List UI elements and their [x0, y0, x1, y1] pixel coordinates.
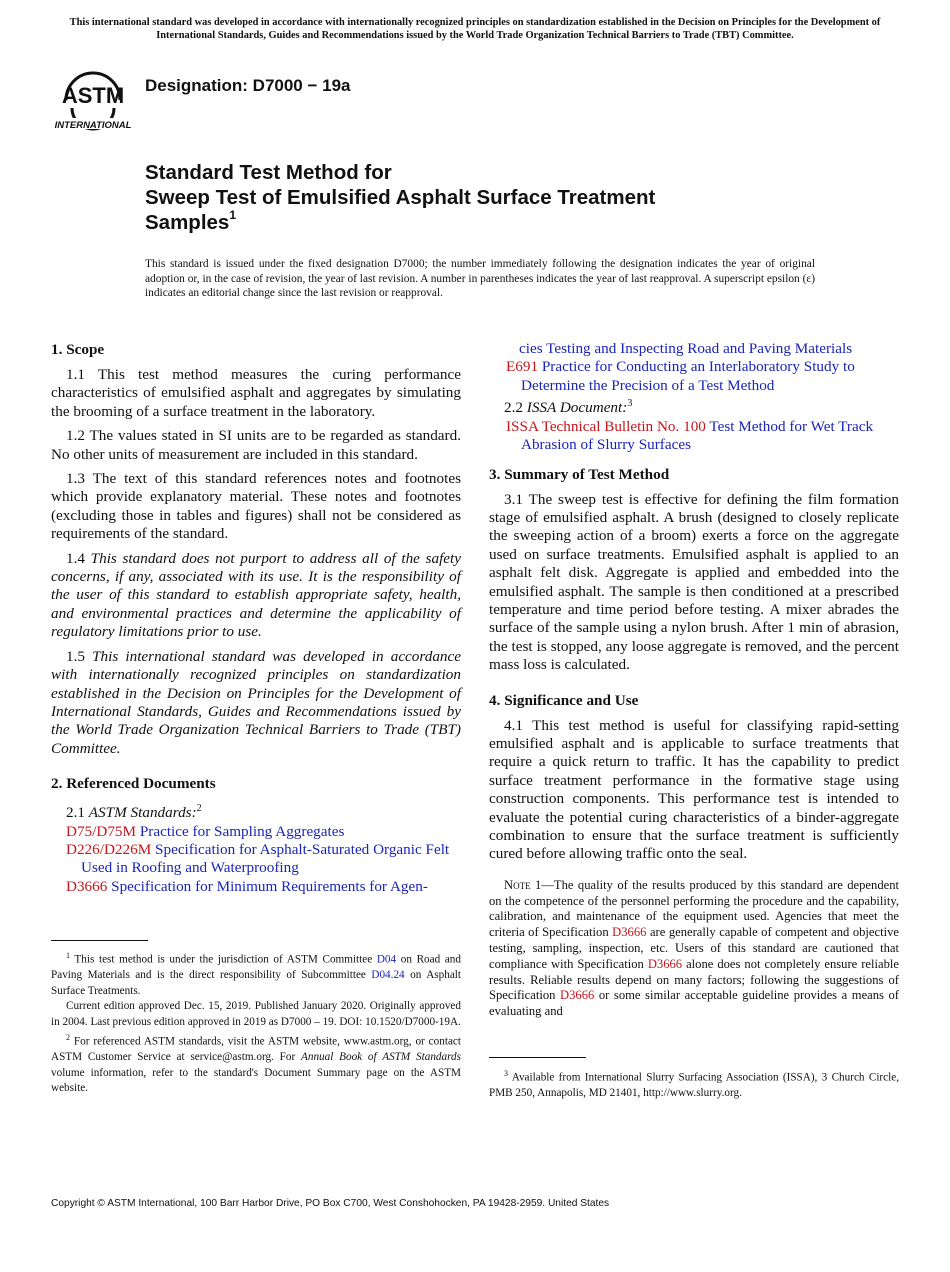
footnote-3: $^3$ Available from International Slurry Surfacing Association (ISSA), 3 Church Circle, PMB 250, Annapolis, MD 21401, http://www.slurry.org. — [489, 1069, 899, 1100]
footnote-1-edition: Current edition approved Dec. 15, 2019. Published January 2020. Originally approved in 2004. Last previous edition approved in 2019 as D7000 – 19. DOI: 10.1520/D7000-19A. — [51, 1000, 461, 1028]
ref-d3666[interactable]: D3666 Specification for Minimum Requirements for Agen- — [66, 877, 428, 895]
designation: Designation: D7000 − 19a — [145, 76, 351, 95]
significance-heading: 4. Significance and Use — [489, 691, 639, 709]
scope-1-2: 1.2 The values stated in SI units are to be regarded as standard. No other units of measurement are included in this standard. — [51, 427, 461, 463]
footnote-rule-right — [489, 1057, 586, 1058]
tbt-notice: This international standard was developed in accordance with internationally recognized principles on standardization established in the Decision on Principles for the Development of International Standards, Guides and Recommendations issued by the World Trade Organization Technical Barriers to Trade (TBT) Committee. — [69, 17, 881, 41]
summary-3-1: 3.1 The sweep test is effective for defining the film formation stage of emulsified asphalt. A brush (designed to closely replicate the sweeping action of a broom) exerts a force on the aggregate used on surface treatments. Emulsified asphalt is applied to an asphalt felt disk. Aggregate is applied and embedded into the emulsified asphalt. The sample is then conditioned at a prescribed temperature and time period before testing. A mixer abrades the surface of the sample using a nylon brush. After 1 min of abrasion, the test is stopped, any loose aggregate is removed, and the percent mass loss is calculated. — [489, 490, 899, 674]
title-line-1: Standard Test Method for — [145, 161, 392, 184]
footnote-rule-left — [51, 940, 148, 941]
summary-heading: 3. Summary of Test Method — [489, 465, 670, 483]
footnote-1: $^1$ This test method is under the jurisdiction of ASTM Committee D04 on Road and Paving Materials and is the direct responsibility of Subcommittee D04.24 on Asphalt Surface Treatments. — [51, 951, 461, 997]
left-column — [51, 340, 461, 896]
ref-issa-tb100[interactable]: ISSA Technical Bulletin No. 100 Test Method for Wet Track Abrasion of Slurry Surfaces — [506, 417, 874, 454]
astm-logo — [52, 56, 134, 132]
scope-1-5: 1.5 This international standard was developed in accordance with internationally recognized principles on standardization established in the Decision on Principles for the Development of International Standards, Guides and Recommendations issued by the World Trade Organization Technical Barriers to Trade (TBT) Committee. — [51, 647, 462, 757]
scope-1-1: 1.1 This test method measures the curing performance characteristics of emulsified asphalt and aggregates by simulating the brooming of a surface treatment in the laboratory. — [51, 366, 461, 420]
footnotes-right — [489, 1066, 899, 1102]
ref-d226[interactable]: D226/D226M Specification for Asphalt-Saturated Organic Felt Used in Roofing and Waterproofing — [66, 841, 450, 877]
refs-heading: 2. Referenced Documents — [51, 775, 216, 793]
scope-heading: 1. Scope — [51, 341, 105, 358]
ref-e691[interactable]: E691 Practice for Conducting an Interlaboratory Study to Determine the Precision of a Test Method — [506, 358, 855, 394]
ref-d3666-cont[interactable]: cies Testing and Inspecting Road and Paving Materials — [519, 340, 853, 357]
footnotes-left — [51, 948, 461, 1097]
scope-1-4: 1.4 This standard does not purport to address all of the safety concerns, if any, associated with its use. It is the responsibility of the user of this standard to establish appropriate safety, health, and environmental practices and determine the applicability of regulatory limitations prior to use. — [51, 549, 462, 641]
right-column — [489, 340, 899, 1020]
ref-d75[interactable]: D75/D75M Practice for Sampling Aggregates — [66, 822, 345, 840]
footnote-2: $^2$ For referenced ASTM standards, visit the ASTM website, www.astm.org, or contact ASTM Customer Service at service@astm.org. For Annual Book of ASTM Standards volume information, refer to the standard's Document Summary page on the ASTM website. — [51, 1033, 461, 1095]
note-1: Note 1—The quality of the results produced by this standard are dependent on the competence of the personnel performing the procedure and the capability, calibration, and maintenance of the equipment used. Agencies that meet the criteria of Specification D3666 are generally capable of competent and objective testing, sampling, inspection, etc. Users of this standard are cautioned that compliance with Specification D3666 alone does not completely ensure reliable results. Reliable results depend on many factors; following the suggestions of Specification D3666 or some similar acceptable guideline provides a means of evaluating and — [489, 877, 900, 1019]
astm-standards-label: 2.1 ASTM Standards:$^2$ — [66, 803, 202, 822]
title-line-2: Sweep Test of Emulsified Asphalt Surface Treatment — [145, 186, 656, 209]
logo-letters: ASTM — [61, 83, 125, 108]
issued-note: This standard is issued under the fixed designation D7000; the number immediately following the designation indicates the year of original adoption or, in the case of revision, the year of last revision. A number in parentheses indicates the year of last reapproval. A superscript epsilon (ε) indicates an editorial change since the last revision or reapproval. — [145, 258, 815, 299]
logo-sub: INTERNATIONAL — [54, 120, 132, 131]
title-footnote-mark: 1 — [229, 208, 237, 222]
title-line-3: Samples — [145, 211, 230, 234]
scope-1-3: 1.3 The text of this standard references notes and footnotes which provide explanatory material. These notes and footnotes (excluding those in tables and figures) shall not be considered as requirements of the standard. — [51, 470, 461, 543]
significance-4-1: 4.1 This test method is useful for classifying rapid-setting emulsified asphalt and is applicable to surface treatments that require a quick return to traffic. It has the capability to predict surface treatment performance in the formative stage using construction components. This performance test is intended to evaluate the potential curing characteristics of a binder-aggregate combination to ensure that the surface treatment is sufficiently cured before allowing traffic onto the seal. — [489, 716, 899, 863]
issa-document-label: 2.2 ISSA Document:$^3$ — [504, 398, 633, 417]
copyright: Copyright © ASTM International, 100 Barr Harbor Drive, PO Box C700, West Conshohocken, PA 19428-2959. United States — [51, 1198, 610, 1209]
page-title — [145, 160, 865, 235]
